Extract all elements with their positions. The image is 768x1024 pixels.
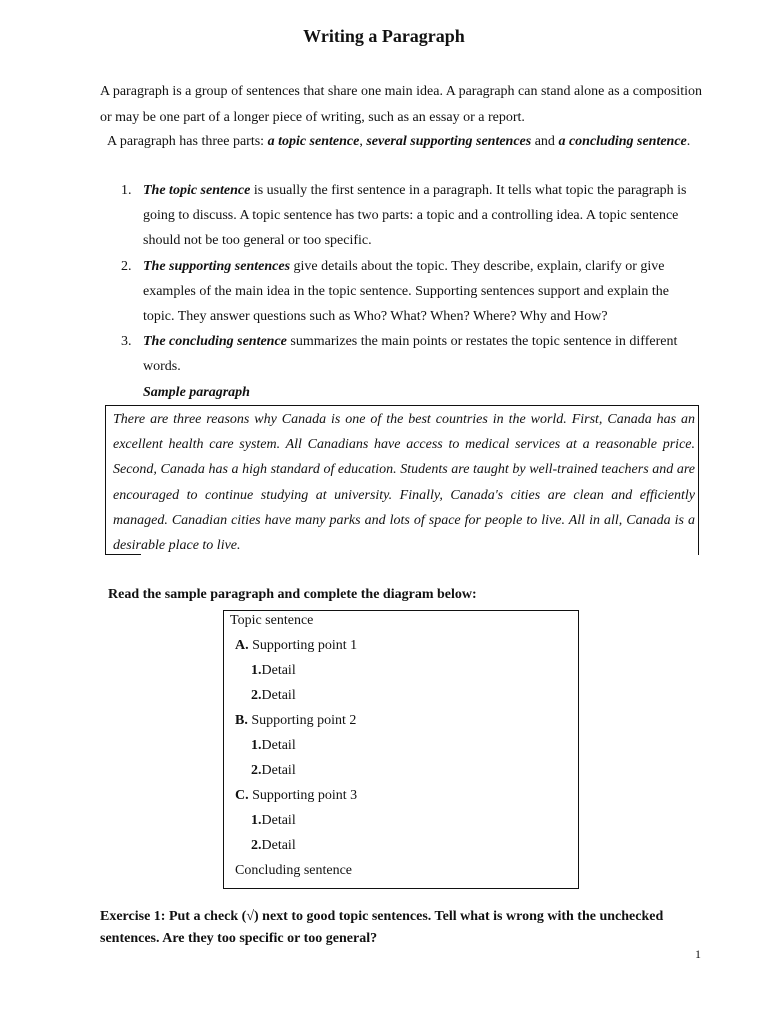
diagram-detail (251, 835, 296, 857)
parts-sentence (107, 129, 690, 155)
page-title: Writing a Paragraph (303, 26, 465, 46)
sample-box-bottom-rule (105, 554, 141, 555)
detail-number: 1. (251, 813, 262, 828)
diagram-instruction: Read the sample paragraph and complete the diagram below: (108, 587, 477, 602)
point-label: Supporting point 3 (252, 788, 358, 803)
diagram-topic-sentence: Topic sentence (230, 613, 314, 628)
point-label: Supporting point 2 (251, 713, 357, 728)
detail-number: 1. (251, 663, 262, 678)
list-term: The supporting sentences (143, 259, 291, 274)
diagram-detail (251, 735, 296, 757)
list-item (143, 329, 703, 379)
parts-end: . (686, 134, 691, 149)
detail-label: Detail (261, 763, 296, 778)
intro-paragraph: A paragraph is a group of sentences that share one main idea. A paragraph can stand alone as a composition or may be one part of a longer piece of writing, such as an essay or a report. (100, 84, 702, 125)
detail-number: 1. (251, 738, 262, 753)
list-term: The topic sentence (143, 183, 251, 198)
diagram-detail (251, 660, 296, 682)
point-letter: B. (235, 713, 248, 728)
detail-label: Detail (261, 813, 296, 828)
point-letter: C. (235, 788, 249, 803)
part-concluding-sentence: a concluding sentence (558, 134, 687, 149)
list-item (143, 178, 703, 254)
list-number: 3. (121, 334, 132, 349)
diagram-detail (251, 810, 296, 832)
list-term: The concluding sentence (143, 334, 287, 349)
detail-number: 2. (251, 838, 262, 853)
detail-label: Detail (261, 663, 296, 678)
diagram-supporting-point (235, 635, 357, 657)
detail-number: 2. (251, 688, 262, 703)
parts-separator: and (531, 134, 559, 149)
list-item (143, 254, 703, 330)
diagram-concluding-sentence: Concluding sentence (235, 863, 353, 878)
list-description: summarizes the main points or restates the topic sentence in different words. (143, 334, 678, 375)
point-label: Supporting point 1 (252, 638, 358, 653)
sample-paragraph-label: Sample paragraph (143, 385, 250, 400)
parts-separator: , (359, 134, 367, 149)
exercise-1-heading: Exercise 1: Put a check (√) next to good topic sentences. Tell what is wrong with the unchecked sentences. Are they too specific or too general? (100, 909, 664, 946)
point-letter: A. (235, 638, 249, 653)
detail-label: Detail (261, 838, 296, 853)
diagram-supporting-point (235, 785, 357, 807)
sample-paragraph-box: There are three reasons why Canada is one of the best countries in the world. First, Canada has an excellent health care system. All Canadians have access to medical services at a reasonable price. Second, Canada has a high standard of education. Students are taught by well-trained teachers and are encouraged to continue studying at university. Finally, Canada's cities are clean and efficiently managed. Canadian cities have many parks and lots of space for people to live. All in all, Canada is a desirable place to live. (105, 405, 699, 555)
list-number: 2. (121, 259, 132, 274)
diagram-detail (251, 685, 296, 707)
page-number: 1 (695, 947, 701, 961)
parts-lead: A paragraph has three parts: (107, 134, 268, 149)
detail-label: Detail (261, 738, 296, 753)
list-description: give details about the topic. They describe, explain, clarify or give examples of the main idea in the topic sentence. Supporting sentences support and explain the topic. They answer questions such as Who? What? When? Where? Why and How? (143, 259, 670, 325)
diagram-detail (251, 760, 296, 782)
list-description: is usually the first sentence in a paragraph. It tells what topic the paragraph is going to discuss. A topic sentence has two parts: a topic and a controlling idea. A topic sentence should not be too general or too specific. (143, 183, 687, 249)
part-topic-sentence: a topic sentence (267, 134, 360, 149)
part-supporting-sentences: several supporting sentences (366, 134, 532, 149)
diagram-supporting-point (235, 710, 356, 732)
list-number: 1. (121, 183, 132, 198)
paragraph-diagram (223, 610, 579, 889)
detail-number: 2. (251, 763, 262, 778)
detail-label: Detail (261, 688, 296, 703)
